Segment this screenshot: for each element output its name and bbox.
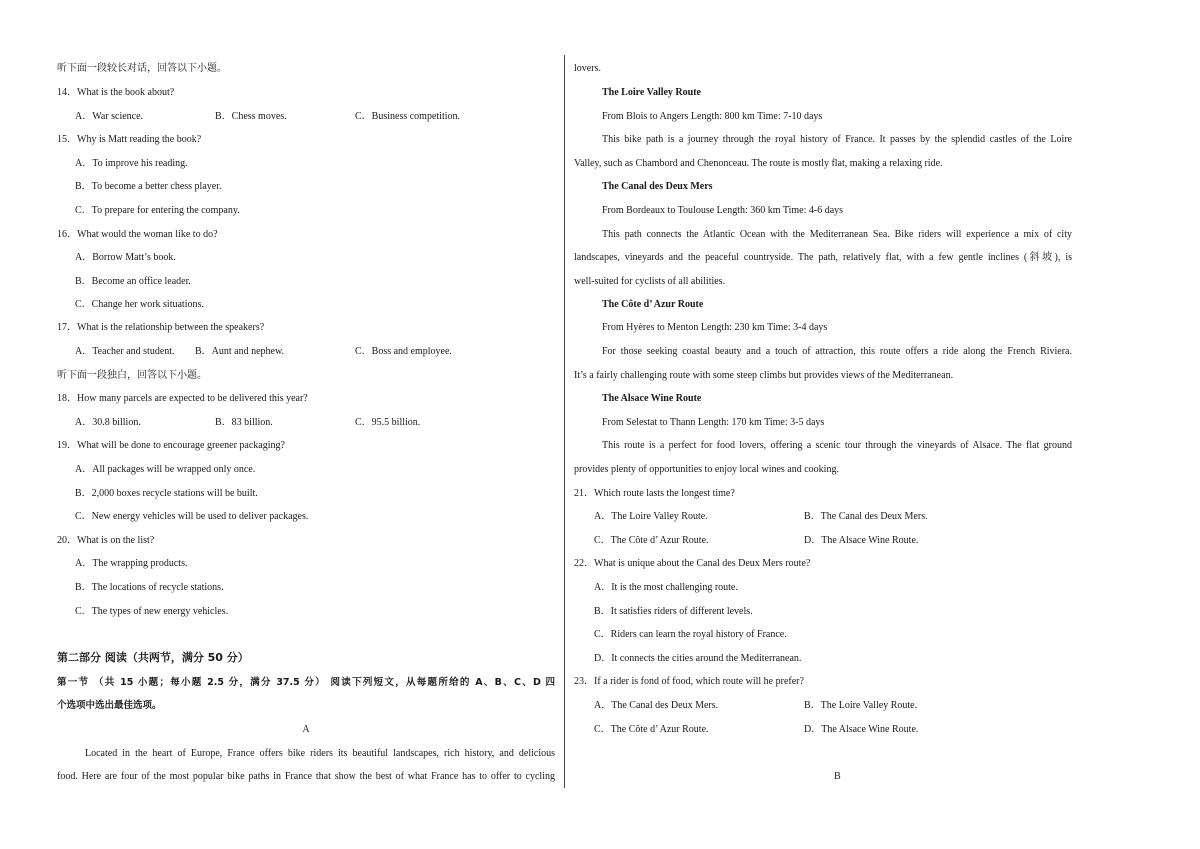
option-a: A．To improve his reading. — [75, 158, 188, 169]
route-1-text-cont: Valley, such as Chambord and Chenonceau. The route is mostly flat, making a relaxing ride. — [574, 158, 943, 169]
section-instruction: 听下面一段较长对话，回答以下小题。 — [57, 63, 227, 74]
option-d: D．It connects the cities around the Mediterranean. — [594, 653, 802, 664]
route-1-info: From Blois to Angers Length: 800 km Time: 7-10 days — [602, 111, 823, 122]
question-15: 15．Why is Matt reading the book? — [57, 134, 202, 145]
route-2-title: The Canal des Deux Mers — [602, 181, 713, 192]
question-18: 18．How many parcels are expected to be delivered this year? — [57, 393, 308, 404]
option-b: B．2,000 boxes recycle stations will be built. — [75, 488, 258, 499]
option-c: C．New energy vehicles will be used to deliver packages. — [75, 511, 309, 522]
option-c: C．The types of new energy vehicles. — [75, 606, 229, 617]
option-c: C．Boss and employee. — [355, 346, 452, 357]
question-21-options-cd — [594, 535, 1064, 547]
route-2-info: From Bordeaux to Toulouse Length: 360 km Time: 4-6 days — [602, 205, 844, 216]
option-a: A．All packages will be wrapped only once. — [75, 464, 256, 475]
route-4-title: The Alsace Wine Route — [602, 393, 702, 404]
option-c: C．The Côte d’ Azur Route. — [594, 724, 709, 735]
route-3-text-cont: It’s a fairly challenging route with some steep climbs but provides views of the Mediterranean. — [574, 370, 954, 381]
option-b: B．Chess moves. — [215, 111, 287, 122]
option-b: B．Aunt and nephew. — [195, 346, 285, 357]
option-a: A．Teacher and student. — [75, 346, 175, 357]
question-16: 16．What would the woman like to do? — [57, 229, 218, 240]
question-23-options-ab — [594, 700, 1064, 712]
option-c: C．Change her work situations. — [75, 299, 204, 310]
option-b: B．It satisfies riders of different levels. — [594, 606, 753, 617]
option-b: B．To become a better chess player. — [75, 181, 222, 192]
question-14-options — [75, 111, 555, 123]
option-d: D．The Alsace Wine Route. — [804, 724, 919, 735]
option-b: B．83 billion. — [215, 417, 273, 428]
question-17-options — [75, 346, 555, 358]
route-2-text-cont: landscapes, vineyards and the peaceful countryside. The path, relatively flat, with a few gentle inclines (斜坡), is — [574, 252, 1072, 263]
route-1-title: The Loire Valley Route — [602, 87, 701, 98]
passage-b-label: B — [834, 771, 841, 782]
question-23: 23．If a rider is fond of food, which route will he prefer? — [574, 676, 804, 687]
passage-continuation: lovers. — [574, 63, 601, 74]
route-3-title: The Côte d’ Azur Route — [602, 299, 704, 310]
route-2-text-end: well-suited for cyclists of all abilities. — [574, 276, 726, 287]
route-4-info: From Selestat to Thann Length: 170 km Time: 3-5 days — [602, 417, 825, 428]
option-a: A．The Canal des Deux Mers. — [594, 700, 719, 711]
option-c: C．The Côte d’ Azur Route. — [594, 535, 709, 546]
question-20: 20．What is on the list? — [57, 535, 155, 546]
option-b: B．The Canal des Deux Mers. — [804, 511, 928, 522]
passage-a-paragraph-cont: food. Here are four of the most popular bike paths in France that show the best of what France has to offer to cycling — [57, 771, 555, 782]
part-two-title: 第二部分 阅读（共两节，满分 50 分） — [57, 651, 249, 664]
passage-a-paragraph: Located in the heart of Europe, France offers bike riders its beautiful landscapes, rich history, and delicious — [85, 748, 555, 759]
question-17: 17．What is the relationship between the speakers? — [57, 322, 265, 333]
route-3-info: From Hyères to Menton Length: 230 km Time: 3-4 days — [602, 322, 828, 333]
route-1-text: This bike path is a journey through the royal history of France. It passes by the splendid castles of the Loire — [602, 134, 1072, 145]
passage-a-label: A — [302, 724, 310, 735]
option-c: C．95.5 billion. — [355, 417, 421, 428]
question-18-options — [75, 417, 555, 429]
section-one-instruction-cont: 个选项中选出最佳选项。 — [57, 700, 162, 711]
option-a: A．It is the most challenging route. — [594, 582, 738, 593]
option-a: A．War science. — [75, 111, 144, 122]
question-14: 14．What is the book about? — [57, 87, 175, 98]
option-b: B．The Loire Valley Route. — [804, 700, 918, 711]
option-c: C．To prepare for entering the company. — [75, 205, 240, 216]
option-b: B．The locations of recycle stations. — [75, 582, 224, 593]
option-a: A．Borrow Matt’s book. — [75, 252, 176, 263]
question-23-options-cd — [594, 724, 1064, 736]
option-a: A．The Loire Valley Route. — [594, 511, 708, 522]
section-instruction: 听下面一段独白，回答以下小题。 — [57, 370, 207, 381]
option-c: C．Business competition. — [355, 111, 460, 122]
column-divider — [564, 55, 565, 788]
section-one-instruction: 第一节 （共 15 小题；每小题 2.5 分，满分 37.5 分） 阅读下列短文，从每题所给的 A、B、C、D 四 — [57, 677, 555, 688]
option-d: D．The Alsace Wine Route. — [804, 535, 919, 546]
question-19: 19．What will be done to encourage greener packaging? — [57, 440, 285, 451]
option-a: A．30.8 billion. — [75, 417, 141, 428]
question-21: 21．Which route lasts the longest time? — [574, 488, 735, 499]
option-a: A．The wrapping products. — [75, 558, 188, 569]
option-c: C．Riders can learn the royal history of France. — [594, 629, 787, 640]
option-b: B．Become an office leader. — [75, 276, 191, 287]
route-4-text: This route is a perfect for food lovers, offering a scenic tour through the vineyards of Alsace. The flat ground — [602, 440, 1072, 451]
route-4-text-cont: provides plenty of opportunities to enjoy local wines and cooking. — [574, 464, 839, 475]
question-22: 22．What is unique about the Canal des Deux Mers route? — [574, 558, 811, 569]
route-2-text: This path connects the Atlantic Ocean with the Mediterranean Sea. Bike riders will experience a mix of city — [602, 229, 1072, 240]
question-21-options-ab — [594, 511, 1064, 523]
route-3-text: For those seeking coastal beauty and a touch of attraction, this route offers a ride along the French Riviera. — [602, 346, 1072, 357]
